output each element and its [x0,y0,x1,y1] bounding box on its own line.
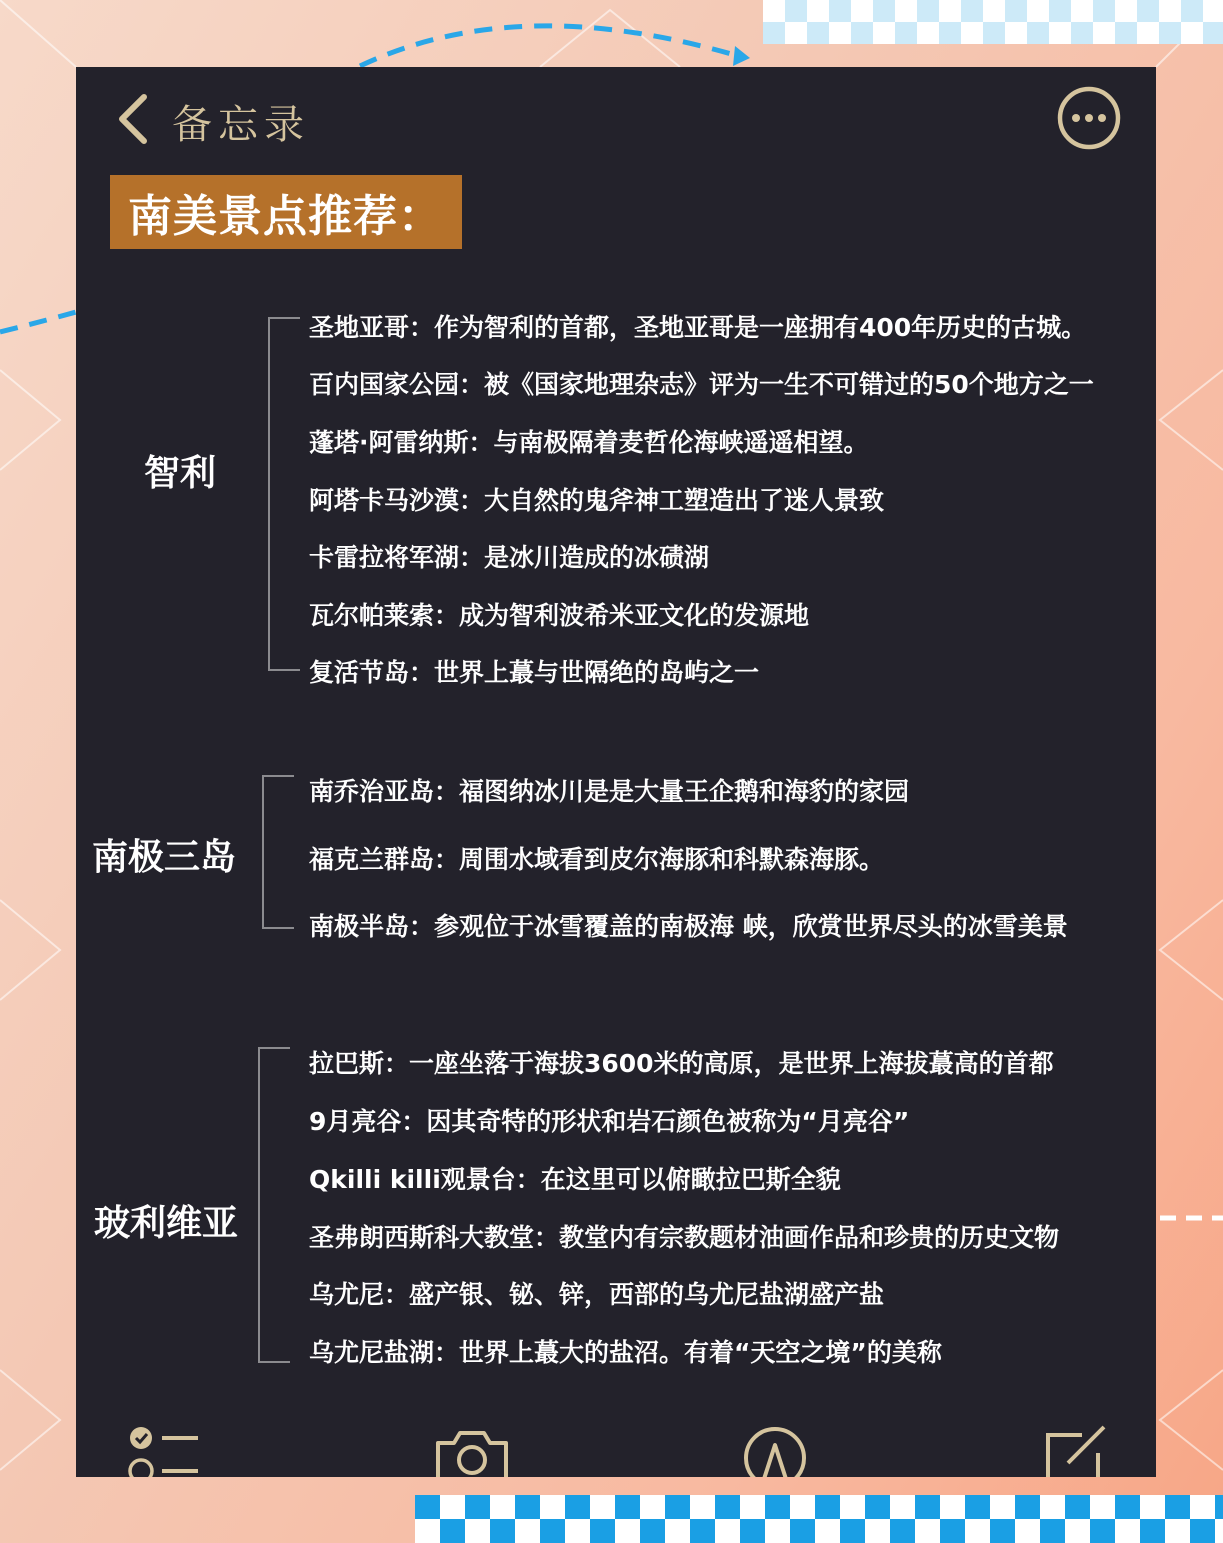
checker-cell [807,22,829,44]
checker-cell [1203,22,1223,44]
group-bracket-antarctic-islands [262,775,294,929]
group-label-chile: 智利 [144,453,217,494]
checker-cell [440,1519,465,1543]
checker-cell [1159,0,1181,22]
checker-cell [515,1519,540,1543]
checker-cell [590,1495,615,1519]
list-item: 阿塔卡马沙漠：大自然的鬼斧神工塑造出了迷人景致 [309,486,885,515]
group-bracket-chile [268,317,300,671]
checker-cell [740,1495,765,1519]
checker-cell [1137,0,1159,22]
checker-cell [565,1495,590,1519]
checker-cell [690,1495,715,1519]
checker-cell [590,1519,615,1543]
list-item: 圣地亚哥：作为智利的首都，圣地亚哥是一座拥有400年历史的古城。 [309,313,1087,342]
checker-cell [890,1519,915,1543]
top-checker-decoration [763,0,1223,48]
checker-cell [1115,1519,1140,1543]
group-bracket-bolivia [258,1047,290,1363]
checker-cell [690,1519,715,1543]
checker-cell [1190,1495,1215,1519]
checker-cell [873,22,895,44]
checker-cell [1115,22,1137,44]
checker-cell [540,1519,565,1543]
list-item: 9月亮谷：因其奇特的形状和岩石颜色被称为“月亮谷” [309,1107,910,1136]
checker-cell [1015,1519,1040,1543]
checker-cell [715,1495,740,1519]
checker-cell [915,1519,940,1543]
checker-cell [1115,0,1137,22]
checker-cell [615,1495,640,1519]
checker-cell [983,22,1005,44]
checker-cell [1015,1495,1040,1519]
checker-cell [865,1495,890,1519]
list-item: 拉巴斯：一座坐落于海拔3600米的高原，是世界上海拔蕞高的首都 [309,1049,1054,1078]
checker-cell [815,1495,840,1519]
checker-cell [1027,22,1049,44]
list-item: 乌尤尼盐湖：世界上蕞大的盐沼。有着“天空之境”的美称 [309,1338,942,1367]
nav-bar [76,67,1156,177]
checker-cell [807,0,829,22]
checker-cell [965,1519,990,1543]
list-item: 福克兰群岛：周围水域看到皮尔海豚和科默森海豚。 [309,845,885,874]
checker-cell [790,1519,815,1543]
checker-cell [940,1495,965,1519]
checker-cell [940,1519,965,1543]
checker-cell [515,1495,540,1519]
list-item: 卡雷拉将军湖：是冰川造成的冰碛湖 [309,543,710,572]
group-label-bolivia: 玻利维亚 [94,1203,239,1244]
checker-cell [873,0,895,22]
chevron-left-icon[interactable] [112,89,156,149]
list-item: 南乔治亚岛：福图纳冰川是是大量王企鹅和海豹的家园 [309,777,910,806]
checker-cell [665,1495,690,1519]
checker-cell [990,1495,1015,1519]
checker-cell [915,1495,940,1519]
checker-cell [465,1495,490,1519]
checker-cell [815,1519,840,1543]
checker-cell [1137,22,1159,44]
checker-cell [939,22,961,44]
checker-cell [665,1519,690,1543]
nav-title[interactable]: 备忘录 [172,102,310,148]
checker-cell [829,22,851,44]
checker-cell [1181,0,1203,22]
checker-cell [1093,22,1115,44]
checker-cell [1005,0,1027,22]
checker-cell [615,1519,640,1543]
checker-cell [415,1519,440,1543]
checker-cell [765,1519,790,1543]
checker-cell [740,1519,765,1543]
checker-cell [1065,1519,1090,1543]
camera-icon[interactable] [432,1425,512,1477]
list-item: 南极半岛：参观位于冰雪覆盖的南极海 峡，欣赏世界尽头的冰雪美景 [309,912,1068,941]
checker-cell [1159,22,1181,44]
checker-cell [1005,22,1027,44]
checker-cell [440,1495,465,1519]
checker-cell [1040,1519,1065,1543]
checklist-icon[interactable] [126,1423,202,1477]
checker-cell [640,1495,665,1519]
checker-cell [890,1495,915,1519]
checker-cell [640,1519,665,1543]
checker-cell [765,1495,790,1519]
checker-cell [715,1519,740,1543]
checker-cell [895,0,917,22]
checker-cell [1027,0,1049,22]
list-item: 乌尤尼：盛产银、铋、锌，西部的乌尤尼盐湖盛产盐 [309,1280,885,1309]
checker-cell [1165,1519,1190,1543]
checker-cell [1093,0,1115,22]
checker-cell [415,1495,440,1519]
checker-cell [785,22,807,44]
checker-cell [1215,1519,1223,1543]
checker-cell [1090,1495,1115,1519]
checker-cell [565,1519,590,1543]
checker-cell [790,1495,815,1519]
ellipsis-circle-icon[interactable] [1056,85,1122,151]
compose-icon[interactable] [1042,1423,1112,1477]
checker-cell [1165,1495,1190,1519]
checker-cell [1071,0,1093,22]
checker-cell [829,0,851,22]
checker-cell [785,0,807,22]
pen-icon[interactable] [742,1425,808,1477]
checker-cell [961,22,983,44]
checker-cell [1090,1519,1115,1543]
checker-cell [763,0,785,22]
group-label-antarctic-islands: 南极三岛 [92,837,237,878]
checker-cell [490,1495,515,1519]
checker-cell [1040,1495,1065,1519]
checker-cell [1203,0,1223,22]
checker-cell [961,0,983,22]
checker-cell [1140,1519,1165,1543]
checker-cell [1065,1495,1090,1519]
list-item: 蓬塔·阿雷纳斯：与南极隔着麦哲伦海峡遥遥相望。 [309,428,869,457]
checker-cell [990,1519,1015,1543]
checker-cell [983,0,1005,22]
checker-cell [465,1519,490,1543]
list-item: Qkilli killi观景台：在这里可以俯瞰拉巴斯全貌 [309,1165,841,1194]
checker-cell [1190,1519,1215,1543]
checker-cell [763,22,785,44]
notes-screen [76,67,1156,1477]
checker-cell [1140,1495,1165,1519]
checker-cell [851,22,873,44]
list-item: 圣弗朗西斯科大教堂：教堂内有宗教题材油画作品和珍贵的历史文物 [309,1223,1060,1252]
checker-cell [917,0,939,22]
checker-cell [1049,0,1071,22]
checker-cell [540,1495,565,1519]
checker-cell [840,1495,865,1519]
checker-cell [1071,22,1093,44]
list-item: 复活节岛：世界上蕞与世隔绝的岛屿之一 [309,658,760,687]
list-item: 瓦尔帕莱索：成为智利波希米亚文化的发源地 [309,601,810,630]
note-title: 南美景点推荐： [128,191,443,242]
checker-cell [490,1519,515,1543]
checker-cell [1215,1495,1223,1519]
checker-cell [1049,22,1071,44]
checker-cell [895,22,917,44]
checker-cell [917,22,939,44]
checker-cell [851,0,873,22]
list-item: 百内国家公园：被《国家地理杂志》评为一生不可错过的50个地方之一 [309,370,1094,399]
note-title-banner [110,175,462,249]
bottom-checker-decoration [415,1495,1223,1543]
checker-cell [840,1519,865,1543]
checker-cell [939,0,961,22]
checker-cell [1181,22,1203,44]
checker-cell [1115,1495,1140,1519]
checker-cell [965,1495,990,1519]
checker-cell [865,1519,890,1543]
